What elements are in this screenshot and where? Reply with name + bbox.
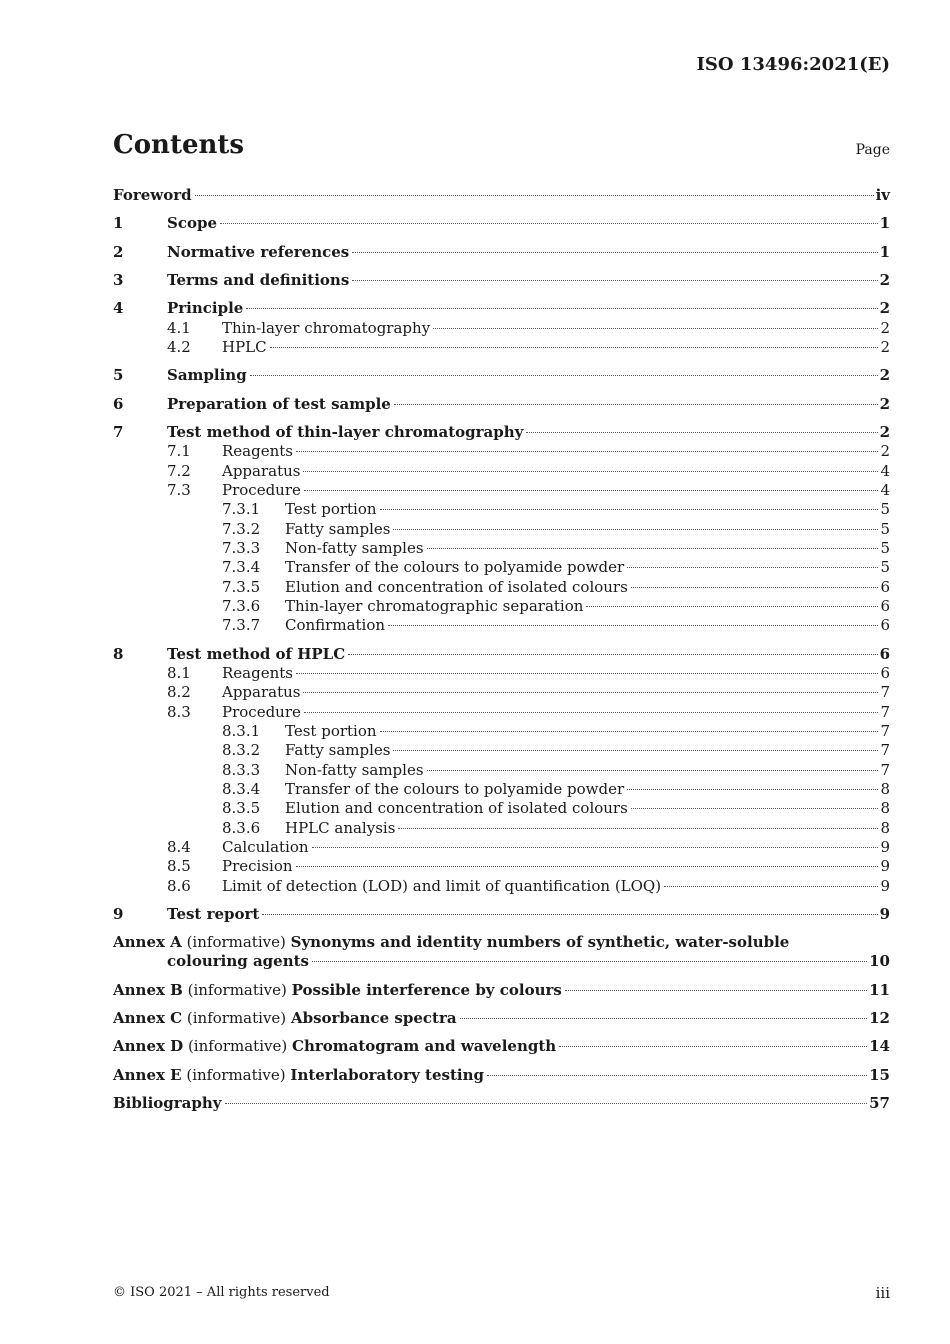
toc-title: Test portion [285,721,377,740]
toc-entry-annex-d[interactable] [113,1037,890,1056]
leader-dots [304,489,879,491]
toc-entry-9[interactable] [113,905,890,924]
toc-entry-7-3-1[interactable] [113,500,890,519]
toc-number: 7.2 [167,461,191,480]
toc-title: Bibliography [113,1094,222,1113]
toc-page: 1 [879,214,890,233]
leader-dots [487,1074,867,1076]
toc-number: 8.3.3 [222,760,261,779]
annex-label: Annex D [113,1037,184,1056]
toc-page: 6 [879,644,890,663]
toc-number: 8.3.5 [222,799,261,818]
toc-entry-8-3-3[interactable] [113,761,890,780]
toc-entry-4-1[interactable] [113,319,890,338]
leader-dots [250,374,878,376]
toc-title: Test method of HPLC [167,644,346,663]
toc-entry-7-3-5[interactable] [113,578,890,597]
leader-dots [303,470,878,472]
toc-entry-8-5[interactable] [113,857,890,876]
toc-number: 7.3.2 [222,519,261,538]
leader-dots [460,1017,868,1019]
leader-dots [559,1045,867,1047]
toc-title: Non-fatty samples [285,538,424,557]
annex-type: (informative) [186,1009,287,1028]
toc-entry-7-1[interactable] [113,442,890,461]
leader-dots [304,711,879,713]
leader-dots [627,566,878,568]
leader-dots [388,624,878,626]
toc-number: 7.3.6 [222,596,261,615]
leader-dots [393,749,878,751]
toc-number: 7.3.7 [222,616,261,635]
toc-page: 10 [869,952,890,971]
leader-dots [380,508,879,510]
toc-page: 4 [880,480,890,499]
toc-number: 8.6 [167,876,191,895]
toc-entry-8-4[interactable] [113,838,890,857]
toc-page: 2 [880,337,890,356]
leader-dots [312,960,867,962]
toc-number: 7.3 [167,480,191,499]
toc-title: Precision [222,857,293,876]
toc-title: Principle [167,299,244,318]
toc-entry-8-3-5[interactable] [113,799,890,818]
toc-entry-4-2[interactable] [113,338,890,357]
toc-number: 7.3.3 [222,538,261,557]
leader-dots [348,653,877,655]
toc-title: HPLC analysis [285,818,396,837]
toc-entry-7-3[interactable] [113,481,890,500]
toc-page: iv [875,186,890,204]
toc-number: 8.3.4 [222,779,261,798]
toc-entry-bibliography[interactable] [113,1094,890,1113]
toc-page: 5 [880,519,890,538]
annex-title: Interlaboratory testing [290,1065,484,1084]
toc-title: Transfer of the colours to polyamide powder [285,779,625,798]
leader-dots [220,222,878,224]
toc-number: 6 [113,394,124,413]
leader-dots [398,827,878,829]
annex-label: Annex E [113,1065,182,1084]
toc-number: 8.1 [167,663,191,682]
toc-entry-4[interactable] [113,299,890,318]
toc-page: 11 [869,980,890,999]
toc-entry-8-3-1[interactable] [113,722,890,741]
toc-title: Test report [167,904,260,923]
leader-dots [296,450,878,452]
toc-title: Fatty samples [285,519,391,538]
toc-entry-foreword[interactable] [113,186,890,205]
toc-number: 8.3.1 [222,721,261,740]
annex-type: (informative) [187,980,287,999]
toc-entry-annex-a-continued[interactable] [113,952,890,971]
toc-entry-8-3[interactable] [113,703,890,722]
toc-page: 6 [880,596,890,615]
annex-type: (informative) [187,1037,288,1056]
toc-page: 12 [869,1009,890,1028]
leader-dots [565,989,867,991]
toc-title: Apparatus [222,683,301,702]
toc-title: Elution and concentration of isolated colours [285,577,628,596]
leader-dots [296,672,878,674]
toc-page: 2 [879,366,890,385]
toc-number: 5 [113,366,124,385]
annex-title-continued: colouring agents [167,952,309,971]
toc-entry-annex-e[interactable] [113,1066,890,1085]
toc-page: 6 [880,616,890,635]
leader-dots [631,586,879,588]
toc-title: Preparation of test sample [167,394,391,413]
toc-entry-7-3-4[interactable] [113,558,890,577]
toc-number: 7.1 [167,442,191,461]
toc-title: Reagents [222,663,293,682]
toc-entry-8-2[interactable] [113,683,890,702]
annex-title: Possible interference by colours [291,980,562,999]
toc-entry-2[interactable] [113,243,890,262]
annex-title: Synonyms and identity numbers of synthetic, water-soluble [290,933,790,952]
toc-page: 2 [879,270,890,289]
toc-page: 9 [880,876,890,895]
toc-page: 5 [880,538,890,557]
toc-page: 57 [869,1094,890,1113]
toc-title: Elution and concentration of isolated colours [285,799,628,818]
toc-page: 2 [879,299,890,318]
toc-page: 6 [880,663,890,682]
leader-dots [427,769,879,771]
leader-dots [312,846,879,848]
toc-entry-annex-a[interactable] [113,933,890,952]
annex-label: Annex C [113,1009,183,1028]
toc-number: 7.3.4 [222,558,261,577]
toc-entry-8-3-2[interactable] [113,741,890,760]
leader-dots [352,279,877,281]
toc-title: Scope [167,214,218,233]
leader-dots [303,691,878,693]
toc-page: 7 [880,683,890,702]
toc-number: 8.4 [167,837,191,856]
leader-dots [296,865,879,867]
toc-page: 9 [879,904,890,923]
toc-page: 7 [880,702,890,721]
leader-dots [262,913,877,915]
toc-title: Non-fatty samples [285,760,424,779]
copyright-notice: © ISO 2021 – All rights reserved [113,1285,330,1300]
leader-dots [393,528,878,530]
toc-page: 7 [880,760,890,779]
annex-type: (informative) [186,933,286,952]
leader-dots [631,807,879,809]
leader-dots [627,788,878,790]
toc-title: Thin-layer chromatographic separation [285,596,584,615]
leader-dots [394,403,878,405]
toc-title: Fatty samples [285,741,391,760]
toc-entry-annex-b[interactable] [113,981,890,1000]
document-id: ISO 13496:2021(E) [696,54,890,75]
toc-title: Limit of detection (LOD) and limit of quantification (LOQ) [222,876,662,895]
toc-page: 9 [880,857,890,876]
toc-number: 8.3 [167,702,191,721]
leader-dots [195,194,874,196]
toc-number: 8.3.2 [222,741,261,760]
toc-entry-7-3-6[interactable] [113,597,890,616]
leader-dots [380,730,879,732]
leader-dots [586,605,878,607]
toc-entry-annex-c[interactable] [113,1009,890,1028]
toc-entry-7[interactable] [113,423,890,442]
toc-number: 4.2 [167,337,191,356]
toc-entry-5[interactable] [113,366,890,385]
leader-dots [433,327,878,329]
toc-title: Terms and definitions [167,270,350,289]
toc-page: 5 [880,558,890,577]
toc-title: Test portion [285,500,377,519]
toc-title: Sampling [167,366,247,385]
table-of-contents [113,186,890,1113]
toc-entry-8-6[interactable] [113,877,890,896]
toc-entry-3[interactable] [113,271,890,290]
toc-title: Test method of thin-layer chromatography [167,422,524,441]
annex-type: (informative) [186,1065,286,1084]
leader-dots [427,547,879,549]
toc-number: 8.3.6 [222,818,261,837]
toc-title: Procedure [222,480,301,499]
toc-number: 8 [113,644,124,663]
toc-page: 1 [879,242,890,261]
toc-title: Thin-layer chromatography [222,318,431,337]
toc-title: Foreword [113,186,192,204]
annex-title: Absorbance spectra [290,1009,457,1028]
toc-page: 5 [880,500,890,519]
toc-page: 14 [869,1037,890,1056]
toc-title: HPLC [222,337,267,356]
toc-number: 1 [113,214,124,233]
toc-title: Reagents [222,442,293,461]
toc-page: 15 [869,1065,890,1084]
page-number: iii [875,1284,890,1302]
toc-page: 2 [879,422,890,441]
toc-page: 8 [880,779,890,798]
toc-title: Confirmation [285,616,386,635]
toc-number: 3 [113,270,124,289]
toc-title: Transfer of the colours to polyamide powder [285,558,625,577]
toc-number: 7.3.5 [222,577,261,596]
toc-number: 9 [113,904,124,923]
toc-entry-8-3-6[interactable] [113,819,890,838]
toc-page: 2 [880,318,890,337]
leader-dots [352,251,877,253]
toc-entry-1[interactable] [113,214,890,233]
toc-number: 2 [113,242,124,261]
toc-page: 4 [880,461,890,480]
leader-dots [246,307,877,309]
toc-entry-8[interactable] [113,645,890,664]
annex-label: Annex A [113,933,182,952]
toc-entry-7-2[interactable] [113,462,890,481]
toc-number: 4.1 [167,318,191,337]
toc-entry-7-3-3[interactable] [113,539,890,558]
toc-entry-7-3-2[interactable] [113,520,890,539]
toc-number: 8.5 [167,857,191,876]
leader-dots [664,885,878,887]
toc-entry-8-1[interactable] [113,664,890,683]
toc-entry-8-3-4[interactable] [113,780,890,799]
toc-title: Procedure [222,702,301,721]
leader-dots [270,346,879,348]
toc-title: Calculation [222,837,309,856]
leader-dots [225,1102,868,1104]
toc-title: Apparatus [222,461,301,480]
toc-number: 8.2 [167,683,191,702]
page-column-label: Page [855,142,890,158]
toc-entry-6[interactable] [113,395,890,414]
toc-number: 7 [113,422,124,441]
toc-page: 2 [880,442,890,461]
toc-entry-7-3-7[interactable] [113,616,890,635]
toc-page: 8 [880,799,890,818]
contents-title: Contents [113,130,245,160]
annex-label: Annex B [113,980,183,999]
toc-page: 9 [880,837,890,856]
toc-page: 8 [880,818,890,837]
leader-dots [526,431,877,433]
annex-title: Chromatogram and wavelength [292,1037,557,1056]
toc-page: 6 [880,577,890,596]
toc-number: 4 [113,299,124,318]
toc-number: 7.3.1 [222,500,261,519]
toc-page: 2 [879,394,890,413]
toc-page: 7 [880,741,890,760]
toc-title: Normative references [167,242,350,261]
toc-page: 7 [880,721,890,740]
